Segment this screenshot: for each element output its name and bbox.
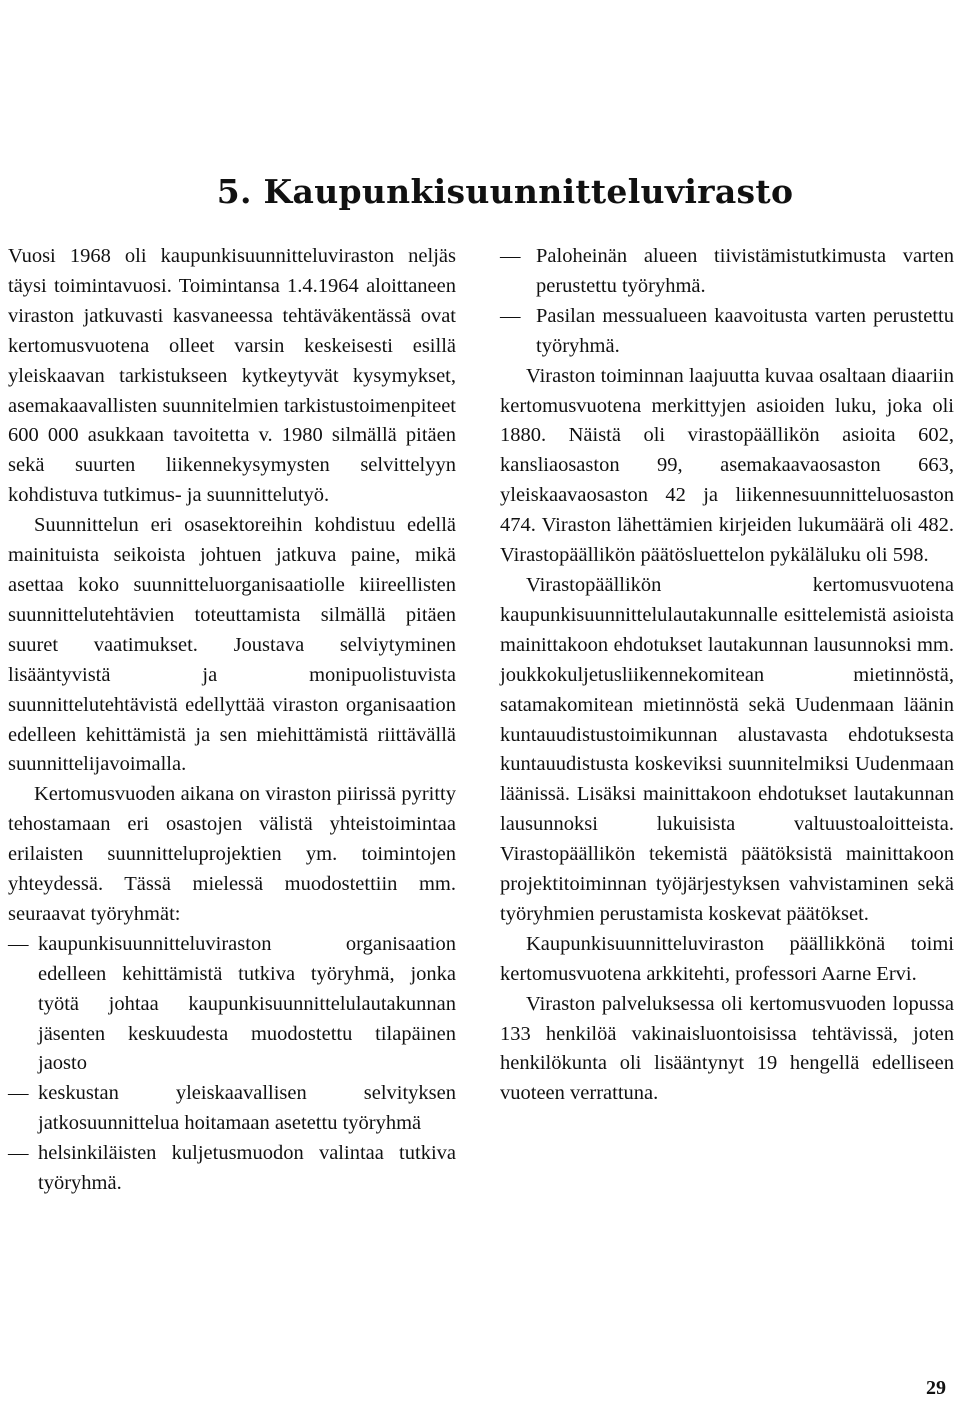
page-title: 5. Kaupunkisuunnitteluvirasto [216, 172, 794, 211]
dash-bullet: — [8, 1142, 29, 1165]
left-list-item-text: helsinkiläisten kuljetusmuodon valintaa tutkiva työryhmä. [38, 1142, 456, 1195]
left-paragraph-3: Kertomusvuoden aikana on viraston piirissä pyritty tehostamaan eri osastojen välistä yhteistoimintaa erilaisten suunnitteluprojektien ym. toimintojen yhteydessä. Tässä mielessä muodostettiin mm. seuraavat työryhmät: [8, 783, 456, 925]
left-list-item-text: keskustan yleiskaavallisen selvityksen jatkosuunnittelua hoitamaan asetettu työryhmä [38, 1082, 456, 1135]
left-list-item [8, 1079, 456, 1139]
dash-bullet: — [8, 932, 29, 955]
left-paragraph-1: Vuosi 1968 oli kaupunkisuunnitteluviraston neljäs täysi toimintavuosi. Toimintansa 1.4.1964 aloittaneen viraston jatkuvasti kasvaneessa tehtäväkentässä ovat kertomusvuotena olleet varsin keskeisesti esillä yleiskaavan tarkistukseen kytkeytyvät kysymykset, asemakaavallisten suunnitelmien tarkistustoimenpiteet 600 000 asukkaan tavoitetta v. 1980 silmällä pitäen sekä suurten liikennekysymysten selvittelyyn kohdistuva tutkimus- ja suunnittelutyö. [8, 245, 456, 507]
left-paragraph-2: Suunnittelun eri osasektoreihin kohdistuu edellä mainituista seikoista johtuen jatkuva paine, mikä asettaa koko suunnitteluorganisaatiolle kiireellisten suunnittelutehtävien toteuttamista silmällä pitäen suuret vaatimukset. Joustava selviytyminen lisääntyvistä ja monipuolistuvista suunnittelutehtävistä edellyttää viraston organisaation edelleen kehittämistä ja sen miehittämistä riittävällä suunnittelijavoimalla. [8, 514, 456, 776]
left-list-item-text: kaupunkisuunnitteluviraston organisaation edelleen kehittämistä tutkiva työryhmä, jonka työtä johtaa kaupunkisuunnittelulautakunnan jäsenten keskuudesta muodostettu tilapäinen jaosto [38, 932, 456, 1075]
right-paragraph-3: Kaupunkisuunnitteluviraston päällikkönä toimi kertomusvuotena arkkitehti, professori Aarne Ervi. [500, 932, 954, 985]
dash-bullet: — [500, 304, 521, 327]
dash-bullet: — [500, 245, 521, 267]
right-list-item [500, 302, 954, 362]
right-column [500, 242, 954, 1109]
right-list-item [500, 242, 954, 302]
right-paragraph-1: Viraston toiminnan laajuutta kuvaa osaltaan diaariin kertomusvuotena merkittyjen asioiden luku, joka oli 1880. Näistä oli virastopäällikön asioita 602, kansliaosaston 99, asemakaavaosaston 663, yleiskaavaosaston 42 ja liikennesuunnitteluosaston 474. Viraston lähettämien kirjeiden lukumäärä oli 482. Virastopäällikön päätösluettelon pykäläluku oli 598. [500, 364, 954, 567]
dash-bullet: — [8, 1082, 29, 1105]
right-list-item-text: Paloheinän alueen tiivistämistutkimusta varten perustettu työryhmä. [536, 245, 954, 297]
right-paragraph-2: Virastopäällikön kertomusvuotena kaupunkisuunnittelulautakunnalle esittelemistä asioista mainittakoon ehdotukset lautakunnan lausunnoksi mm. joukkokuljetusliikennekomitean mietinnöstä, satamakomitean mietinnöstä sekä Uudenmaan läänin kuntauudistustoimikunnan alustavasta ehdotuksesta kuntauudistusta koskeviksi suunnitelmiksi Uudenmaan läänissä. Lisäksi mainittakoon ehdotukset lautakunnan lausunnoksi lukuisista valtuustoaloitteista. Virastopäällikön tekemistä päätöksistä mainittakoon projektitoiminnan työjärjestyksen vahvistaminen sekä työryhmien perustamista koskevat päätökset. [500, 573, 954, 925]
left-column [8, 242, 456, 1199]
page-number: 29 [926, 1377, 946, 1399]
right-list-item-text: Pasilan messualueen kaavoitusta varten perustettu työryhmä. [536, 304, 954, 357]
left-list-item [8, 1139, 456, 1199]
left-list-item [8, 930, 456, 1080]
right-paragraph-4: Viraston palveluksessa oli kertomusvuoden lopussa 133 henkilöä vakinaisluontoisissa tehtävissä, joten henkilökunta oli lisääntynyt 19 hengellä edelliseen vuoteen verrattuna. [500, 992, 954, 1105]
